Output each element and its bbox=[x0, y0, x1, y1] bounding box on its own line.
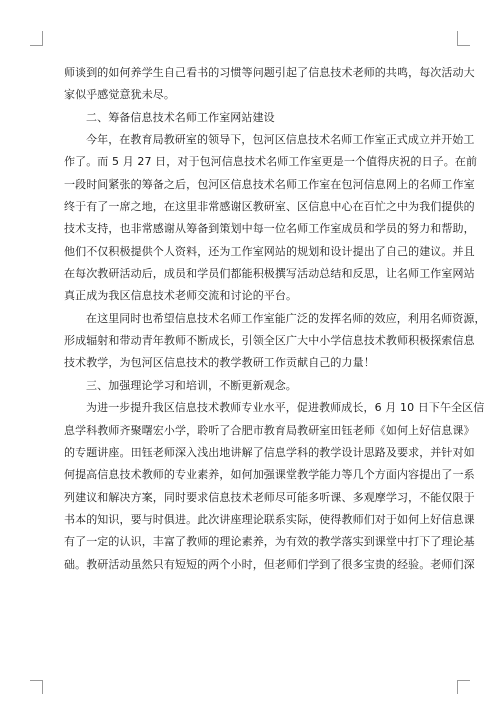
text-line: 在每次教研活动后，成员和学员们都能积极撰写活动总结和反思，让名师工作室网站 bbox=[64, 267, 475, 281]
paragraph-first-line: 为进一步提升我区信息技术教师专业水平，促进教师成长，6 月 10 日下午全区信 bbox=[86, 401, 485, 415]
text-line: 一段时间紧张的筹备之后，包河区信息技术名师工作室在包河信息网上的名师工作室 bbox=[64, 177, 475, 191]
text-line: 技术支持，也非常感谢从筹备到策划中每一位名师工作室成员和学员的努力和帮助， bbox=[64, 222, 475, 236]
text-line: 列建议和解决方案，同时要求信息技术老师尽可能多听课、多观摩学习，不能仅限于 bbox=[64, 490, 475, 504]
crop-mark-top-right-horizontal bbox=[457, 45, 470, 46]
section-heading: 二、筹备信息技术名师工作室网站建设 bbox=[86, 110, 275, 124]
crop-mark-bottom-right-horizontal bbox=[457, 680, 470, 681]
text-line: 师谈到的如何养学生自己看书的习惯等问题引起了信息技术老师的共鸣，每次活动大 bbox=[64, 66, 475, 79]
document-body bbox=[64, 62, 486, 576]
paragraph-first-line: 今年，在教育局教研室的领导下，包河区信息技术名师工作室正式成立并开始工 bbox=[86, 133, 475, 147]
text-line: 家似乎感觉意犹未尽。 bbox=[64, 88, 175, 102]
text-line: 础。教研活动虽然只有短短的两个小时，但老师们学到了很多宝贵的经验。老师们深 bbox=[64, 557, 475, 571]
crop-mark-top-right-vertical bbox=[457, 31, 458, 45]
text-line: 技术教学，为包河区信息技术的教学教研工作贡献自己的力量！ bbox=[64, 356, 375, 370]
crop-mark-top-left-horizontal bbox=[30, 45, 43, 46]
crop-mark-bottom-left-vertical bbox=[42, 680, 43, 694]
text-line: 作了。而 5 月 27 日，对于包河信息技术名师工作室更是一个值得庆祝的日子。在前 bbox=[64, 155, 478, 169]
text-line: 息学科教师齐聚曙宏小学，聆听了合肥市教育局教研室田钰老师《如何上好信息课》 bbox=[64, 423, 475, 437]
text-line: 形成辐射和带动青年教师不断成长，引领全区广大中小学信息技术教师积极探索信息 bbox=[64, 334, 475, 348]
text-line: 何提高信息技术教师的专业素养，如何加强课堂教学能力等几个方面内容提出了一系 bbox=[64, 468, 475, 482]
paragraph-first-line: 在这里同时也希望信息技术名师工作室能广泛的发挥名师的效应，利用名师资源， bbox=[86, 311, 486, 325]
text-line: 真正成为我区信息技术老师交流和讨论的平台。 bbox=[64, 289, 298, 303]
crop-mark-bottom-right-vertical bbox=[457, 680, 458, 694]
crop-mark-top-left-vertical bbox=[42, 31, 43, 45]
text-line: 终于有了一席之地，在这里非常感谢区教研室、区信息中心在百忙之中为我们提供的 bbox=[64, 200, 475, 214]
section-heading: 三、加强理论学习和培训，不断更新观念。 bbox=[86, 378, 297, 392]
text-line: 书本的知识，要与时俱进。此次讲座理论联系实际，使得教师们对于如何上好信息课 bbox=[64, 512, 475, 526]
text-line: 的专题讲座。田钰老师深入浅出地讲解了信息学科的教学设计思路及要求，并针对如 bbox=[64, 445, 475, 459]
text-line: 他们不仅积极提供个人资料，还为工作室网站的规划和设计提出了自己的建议。并且 bbox=[64, 244, 475, 258]
text-line: 有了一定的认识，丰富了教师的理论素养，为有效的教学落实到课堂中打下了理论基 bbox=[64, 535, 475, 549]
